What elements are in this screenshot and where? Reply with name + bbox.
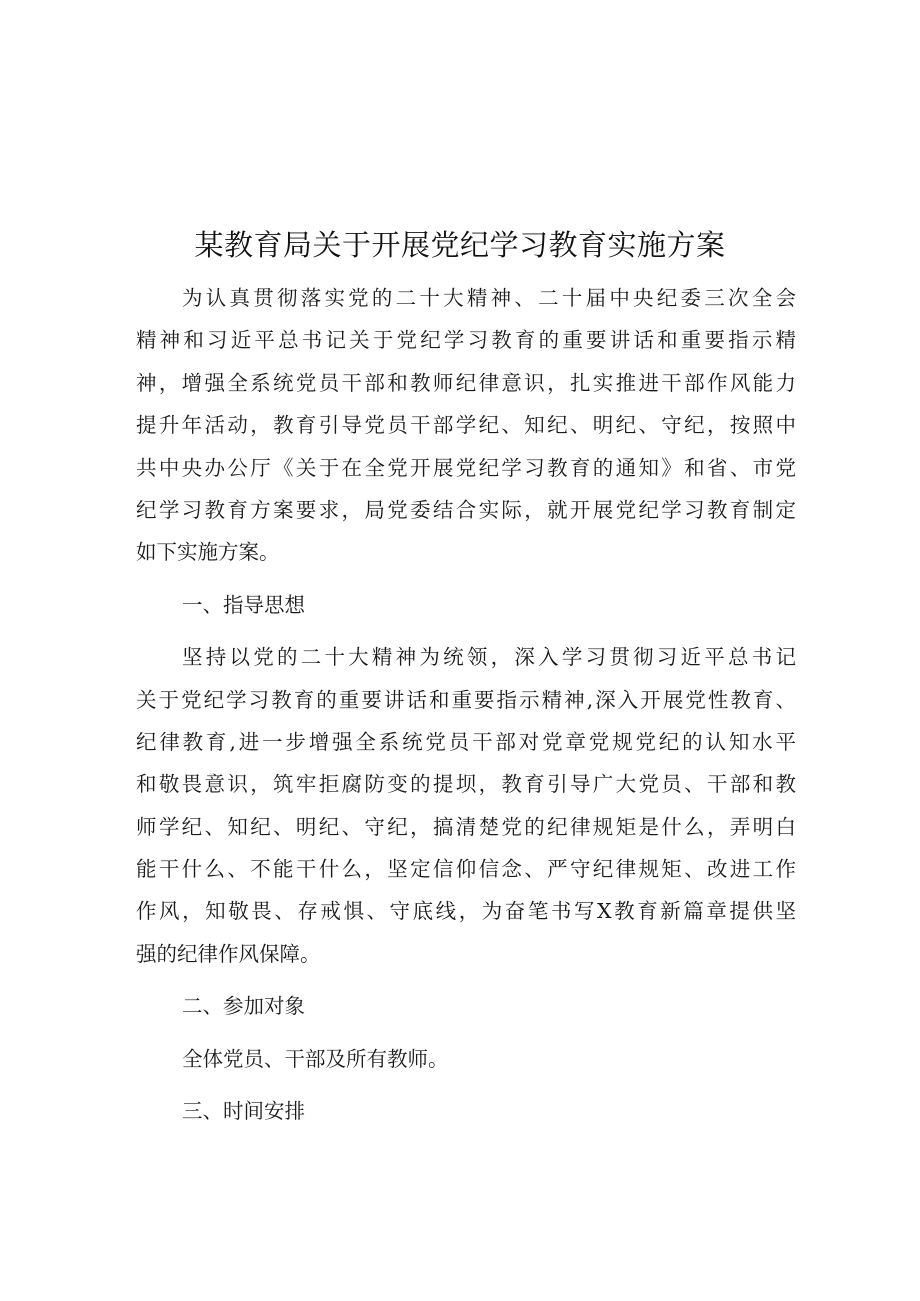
participants-paragraph [136, 1038, 796, 1080]
text-line: 共中央办公厅《关于在全党开展党纪学习教育的通知》和省、市党 [136, 455, 796, 480]
section-heading-participants: 二、参加对象 [182, 994, 305, 1019]
document-title: 某教育局关于开展党纪学习教育实施方案 [194, 228, 726, 262]
text-line: 提升年活动，教育引导党员干部学纪、知纪、明纪、守纪，按照中 [136, 413, 796, 438]
paragraph-gap [136, 975, 796, 985]
text-line: 纪律教育,进一步增强全系统党员干部对党章党规党纪的认知水平 [136, 729, 796, 754]
text-line: 师学纪、知纪、明纪、守纪，搞清楚党的纪律规矩是什么，弄明白 [136, 814, 796, 839]
text-line: 全体党员、干部及所有教师。 [182, 1046, 449, 1071]
paragraph-gap [136, 1028, 796, 1038]
text-line: 能干什么、不能干什么，坚定信仰信念、严守纪律规矩、改进工作 [136, 857, 796, 882]
text-line: 纪学习教育方案要求，局党委结合实际，就开展党纪学习教育制定 [136, 497, 796, 522]
text-line: 坚持以党的二十大精神为统领，深入学习贯彻习近平总书记 [182, 645, 796, 670]
text-line: 神，增强全系统党员干部和教师纪律意识，扎实推进干部作风能力 [136, 370, 796, 395]
text-line: 和敬畏意识，筑牢拒腐防变的提坝，教育引导广大党员、干部和教 [136, 772, 796, 797]
text-line: 如下实施方案。 [136, 540, 280, 565]
document-body [136, 277, 796, 1132]
text-line: 关于党纪学习教育的重要讲话和重要指示精神,深入开展党性教育、 [136, 687, 796, 712]
text-line: 精神和习近平总书记关于党纪学习教育的重要讲话和重要指示精 [136, 328, 796, 353]
intro-paragraph [136, 277, 796, 574]
text-line: 作风，知敬畏、存戒惧、守底线，为奋笔书写X教育新篇章提供坚 [136, 899, 796, 924]
text-line: 强的纪律作风保障。 [136, 941, 321, 966]
paragraph-gap [136, 574, 796, 584]
section-heading-guiding-ideology: 一、指导思想 [182, 592, 305, 617]
text-line: 为认真贯彻落实党的二十大精神、二十届中央纪委三次全会 [182, 286, 796, 310]
paragraph-gap [136, 1080, 796, 1090]
guiding-ideology-paragraph [136, 636, 796, 975]
section-heading-schedule: 三、时间安排 [182, 1099, 305, 1124]
paragraph-gap [136, 626, 796, 636]
